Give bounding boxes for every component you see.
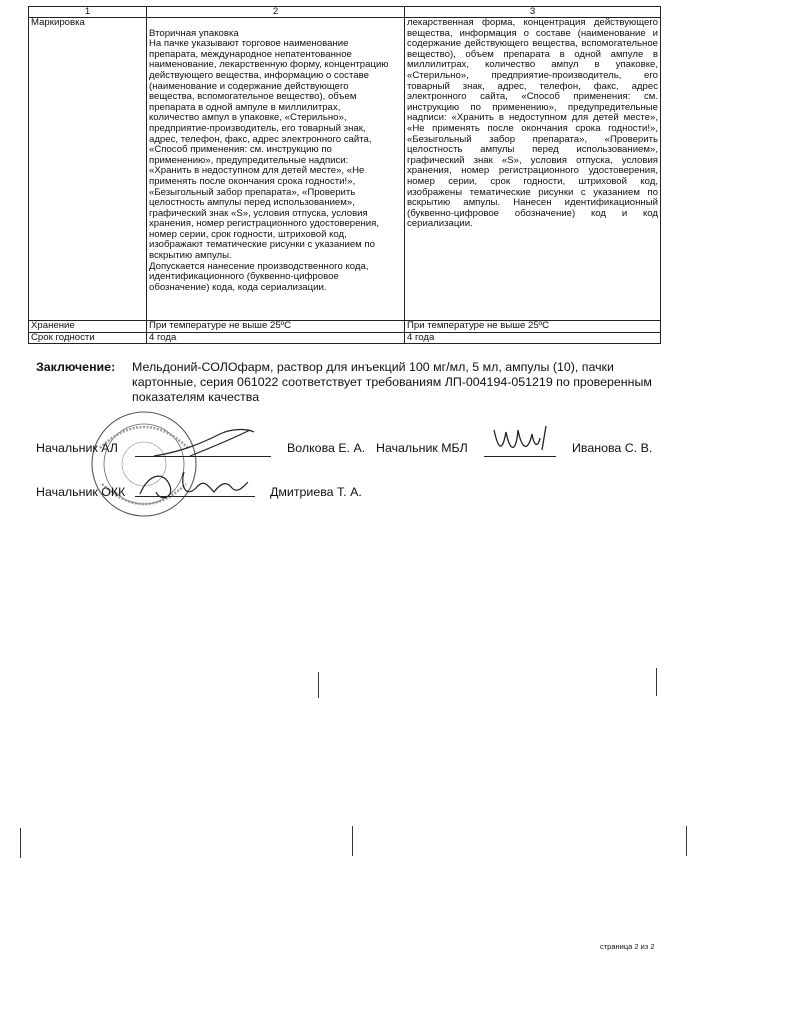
page-number: страница 2 из 2 (600, 942, 655, 951)
specification-table (28, 6, 661, 344)
head-al-signature (150, 426, 260, 462)
row-label-shelf-life: Срок годности (29, 332, 147, 344)
head-mbl-signature (488, 420, 558, 460)
scan-mark (318, 672, 319, 698)
column-header-1: 1 (29, 7, 147, 18)
row-label-storage: Хранение (29, 321, 147, 333)
table-row-shelf-life (29, 332, 661, 344)
shelf-life-requirement-text: 4 года (147, 332, 405, 344)
marking-result-text: лекарственная форма, концентрация действующего вещества, информация о составе (наименование и содержание действующего вещества, вспомогательное вещество), объем препарата в одной ампуле в миллилитрах, количество ампул в упаковке, «Стерильно», предприятие-производитель, его товарный знак, адрес, телефон, факс, адрес электронного сайта, «Способ применения: см. инструкцию по применению», предупредительные надписи: «Хранить в недоступном для детей месте», «Не применять после окончания срока годности!», «Безыгольный забор препарата», «Проверить целостность ампулы перед использованием», графический знак «S», условия отпуска, условия хранения, номер регистрационного удостоверения, номер серии, срок годности, штриховой код, изображены тематические рисунки с указанием по вскрытию ампулы. Нанесен идентификационный (буквенно-цифровое обозначение) код и код сериализации. (405, 18, 661, 321)
column-header-3: 3 (405, 7, 661, 18)
table-row-storage (29, 321, 661, 333)
shelf-life-result-text: 4 года (405, 332, 661, 344)
column-header-2: 2 (147, 7, 405, 18)
head-okk-name: Дмитриева Т. А. (270, 485, 362, 499)
conclusion-label: Заключение: (36, 360, 116, 374)
row-label-marking: Маркировка (29, 18, 147, 321)
scan-mark (352, 826, 353, 856)
head-okk-title: Начальник ОКК (36, 485, 126, 499)
head-al-name: Волкова Е. А. (287, 441, 366, 455)
storage-result-text: При температуре не выше 25ºС (405, 321, 661, 333)
table-header-row (29, 7, 661, 18)
head-mbl-name: Иванова С. В. (572, 441, 653, 455)
storage-requirement-text: При температуре не выше 25ºС (147, 321, 405, 333)
head-al-title: Начальник АЛ (36, 441, 118, 455)
scan-mark (656, 668, 657, 696)
table-row-marking (29, 18, 661, 321)
marking-requirement-text: Вторичная упаковка На пачке указывают торговое наименование препарата, международное непатентованное наименование, лекарственную форму, концентрацию действующего вещества, информацию о составе (наименование и содержание действующего вещества, вспомогательное вещество), объем препарата в одной ампуле в миллилитрах, количество ампул в упаковке, «Стерильно», предприятие-производитель, его товарный знак, адрес, телефон, факс, адрес электронного сайта, «Способ применения: см. инструкцию по применению», предупредительные надписи: «Хранить в недоступном для детей месте», «Не применять после окончания срока годности!», «Безыгольный забор препарата», «Проверить целостность ампулы перед использованием», графический знак «S», условия отпуска, условия хранения, номер регистрационного удостоверения, номер серии, срок годности, штриховой код, изображают тематические рисунки с указанием по вскрытию ампулы. Допускается нанесение производственного кода, идентификационного (буквенно-цифровое обозначение) кода, кода сериализации. (147, 18, 405, 321)
head-okk-signature (134, 464, 254, 506)
head-mbl-title: Начальник МБЛ (376, 441, 468, 455)
conclusion-text: Мельдоний-СОЛОфарм, раствор для инъекций 100 мг/мл, 5 мл, ампулы (10), пачки картонные, серия 061022 соответствует требованиям ЛП-004194-051219 по проверенным показателям качества (132, 360, 652, 404)
scan-mark (686, 826, 687, 856)
scan-mark (20, 828, 21, 858)
